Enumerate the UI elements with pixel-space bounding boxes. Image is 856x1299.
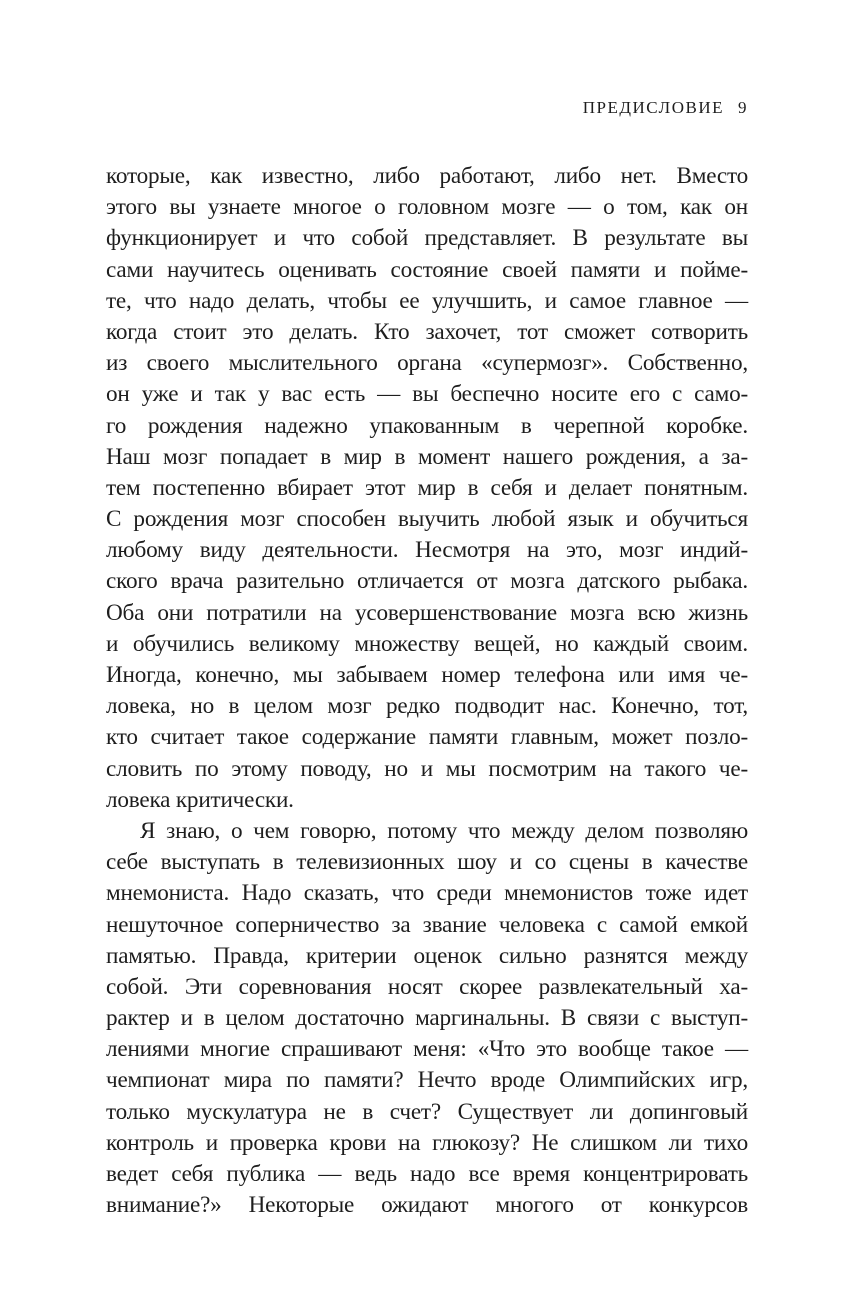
text-line: Иногда, конечно, мы забываем номер телефона или имя че-: [106, 662, 748, 688]
page-number: 9: [738, 98, 748, 117]
text-line: себе выступать в телевизионных шоу и со сцены в качестве: [106, 849, 748, 876]
text-line: чемпионат мира по памяти? Нечто вроде Олимпийских игр,: [106, 1067, 748, 1094]
text-line: С рождения мозг способен выучить любой язык и обучиться: [106, 506, 748, 533]
text-line: только мускулатура не в счет? Существует ли допинговый: [106, 1098, 748, 1125]
text-line: внимание?» Некоторые ожидают многого от конкурсов: [106, 1192, 748, 1219]
text-line: ского врача разительно отличается от мозга датского рыбака.: [106, 568, 748, 595]
text-line: он уже и так у вас есть — вы беспечно носите его с само-: [106, 381, 748, 408]
text-line: ловека, но в целом мозг редко подводит нас. Конечно, тот,: [106, 693, 748, 720]
text-line: Наш мозг попадает в мир в момент нашего рождения, а за-: [106, 443, 748, 470]
running-header: [583, 98, 748, 118]
text-line: контроль и проверка крови на глюкозу? Не слишком ли тихо: [106, 1129, 748, 1156]
text-line: функционирует и что собой представляет. В результате вы: [106, 225, 748, 252]
text-line: нешуточное соперничество за звание человека с самой емкой: [106, 911, 748, 938]
text-line: го рождения надежно упакованным в черепной коробке.: [106, 412, 748, 439]
text-line: и обучились великому множеству вещей, но каждый своим.: [106, 630, 748, 657]
text-line: тем постепенно вбирает этот мир в себя и делает понятным.: [106, 474, 748, 501]
text-line: этого вы узнаете многое о головном мозге — о том, как он: [106, 194, 748, 221]
text-line: которые, как известно, либо работают, либо нет. Вместо: [106, 163, 748, 189]
text-line: лениями многие спрашивают меня: «Что это вообще такое —: [106, 1036, 748, 1063]
text-line: Я знаю, о чем говорю, потому что между делом позволяю: [140, 817, 748, 844]
text-line: сами научитесь оценивать состояние своей памяти и пойме-: [106, 256, 748, 283]
text-line: ловека критически.: [106, 786, 294, 813]
text-line: Оба они потратили на усовершенствование мозга всю жизнь: [106, 599, 748, 626]
text-line: памятью. Правда, критерии оценок сильно разнятся между: [106, 942, 748, 969]
text-line: словить по этому поводу, но и мы посмотрим на такого че-: [106, 755, 748, 782]
text-line: кто считает такое содержание памяти главным, может позло-: [106, 724, 748, 751]
text-line: рактер и в целом достаточно маргинальны. В связи с выступ-: [106, 1005, 748, 1032]
text-line: те, что надо делать, чтобы ее улучшить, и самое главное —: [106, 287, 748, 314]
body-text: [106, 161, 748, 1221]
text-line: мнемониста. Надо сказать, что среди мнемонистов тоже идет: [106, 880, 748, 907]
section-title: ПРЕДИСЛОВИЕ: [582, 98, 724, 117]
text-line: ведет себя публика — ведь надо все время концентрировать: [106, 1161, 748, 1187]
text-line: собой. Эти соревнования носят скорее развлекательный ха-: [106, 973, 748, 1000]
text-line: из своего мыслительного органа «супермозг». Собственно,: [106, 350, 748, 377]
text-line: любому виду деятельности. Несмотря на это, мозг индий-: [106, 537, 748, 564]
text-line: когда стоит это делать. Кто захочет, тот сможет сотворить: [106, 318, 748, 345]
